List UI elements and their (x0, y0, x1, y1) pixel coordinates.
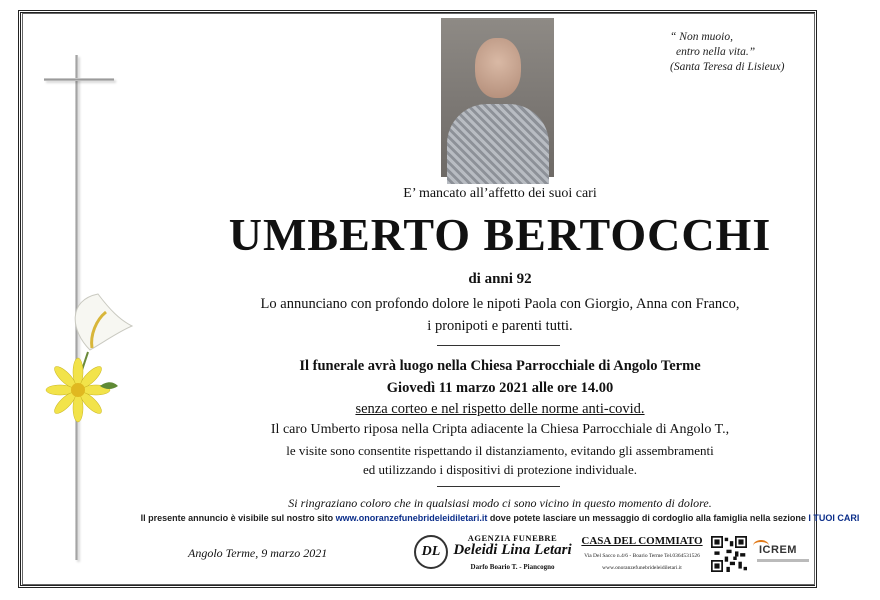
divider (437, 486, 560, 487)
cross-arm (44, 78, 114, 81)
funeral-line-1: Il funerale avrà luogo nella Chiesa Parrocchiale di Angolo Terme (299, 358, 701, 374)
agency-logo-icon: DL (414, 535, 448, 569)
notice-url-link[interactable]: www.onoranzefunebrideleidiletari.it (335, 513, 488, 523)
age: di anni 92 (468, 271, 532, 287)
quote (670, 30, 784, 75)
notice-middle: dove potete lasciare un messaggio di cordoglio alla famiglia nella sezione (487, 513, 809, 523)
divider (437, 345, 560, 346)
intro-text: E’ mancato all’affetto dei suoi cari (403, 186, 597, 201)
casa-url: www.onoranzefunebrideleidiletari.it (602, 565, 682, 571)
deceased-photo (441, 18, 554, 177)
quote-line-3: (Santa Teresa di Lisieux) (670, 61, 785, 73)
deceased-name: UMBERTO BERTOCCHI (228, 209, 772, 260)
quote-line-1: “ Non muoio, (670, 31, 733, 43)
place-date: Angolo Terme, 9 marzo 2021 (188, 546, 328, 560)
qr-code-icon (711, 536, 747, 572)
notice-prefix: Il presente annuncio è visibile sul nostro sito (140, 513, 336, 523)
website-notice (120, 513, 880, 523)
quote-line-2: entro nella vita.” (676, 46, 756, 58)
funeral-line-4: Il caro Umberto riposa nella Cripta adiacente la Chiesa Parrocchiale di Angolo T., (270, 422, 730, 437)
announcement-line-1: Lo annunciano con profondo dolore le nipoti Paola con Giorgio, Anna con Franco, (260, 296, 740, 312)
agency-label: AGENZIA FUNEBRE (467, 533, 558, 543)
funeral-line-5: le visite sono consentite rispettando il distanziamento, evitando gli assembramenti (286, 443, 714, 458)
icrem-logo-icon (753, 540, 811, 570)
agency-name: Deleidi Lina Letari (453, 542, 572, 558)
flowers-icon (40, 290, 140, 440)
funeral-line-6: ed utilizzando i dispositivi di protezione individuale. (362, 462, 638, 477)
agency-location: Darfo Boario T. - Piancogno (470, 563, 555, 571)
casa-title: CASA DEL COMMIATO (581, 535, 703, 547)
funeral-line-2: Giovedì 11 marzo 2021 alle ore 14.00 (386, 380, 614, 396)
announcement-line-2: i pronipoti e parenti tutti. (427, 318, 573, 334)
casa-address: Via Del Sacco n.4/6 - Boario Terme Tel.0364531526 (584, 553, 700, 559)
icrem-label: ICREM (759, 544, 797, 556)
notice-section-link[interactable]: I TUOI CARI (808, 513, 860, 523)
funeral-line-3: senza corteo e nel rispetto delle norme anti-covid. (355, 401, 645, 417)
thanks-text: Si ringraziano coloro che in qualsiasi modo ci sono vicino in questo momento di dolore. (288, 496, 712, 510)
